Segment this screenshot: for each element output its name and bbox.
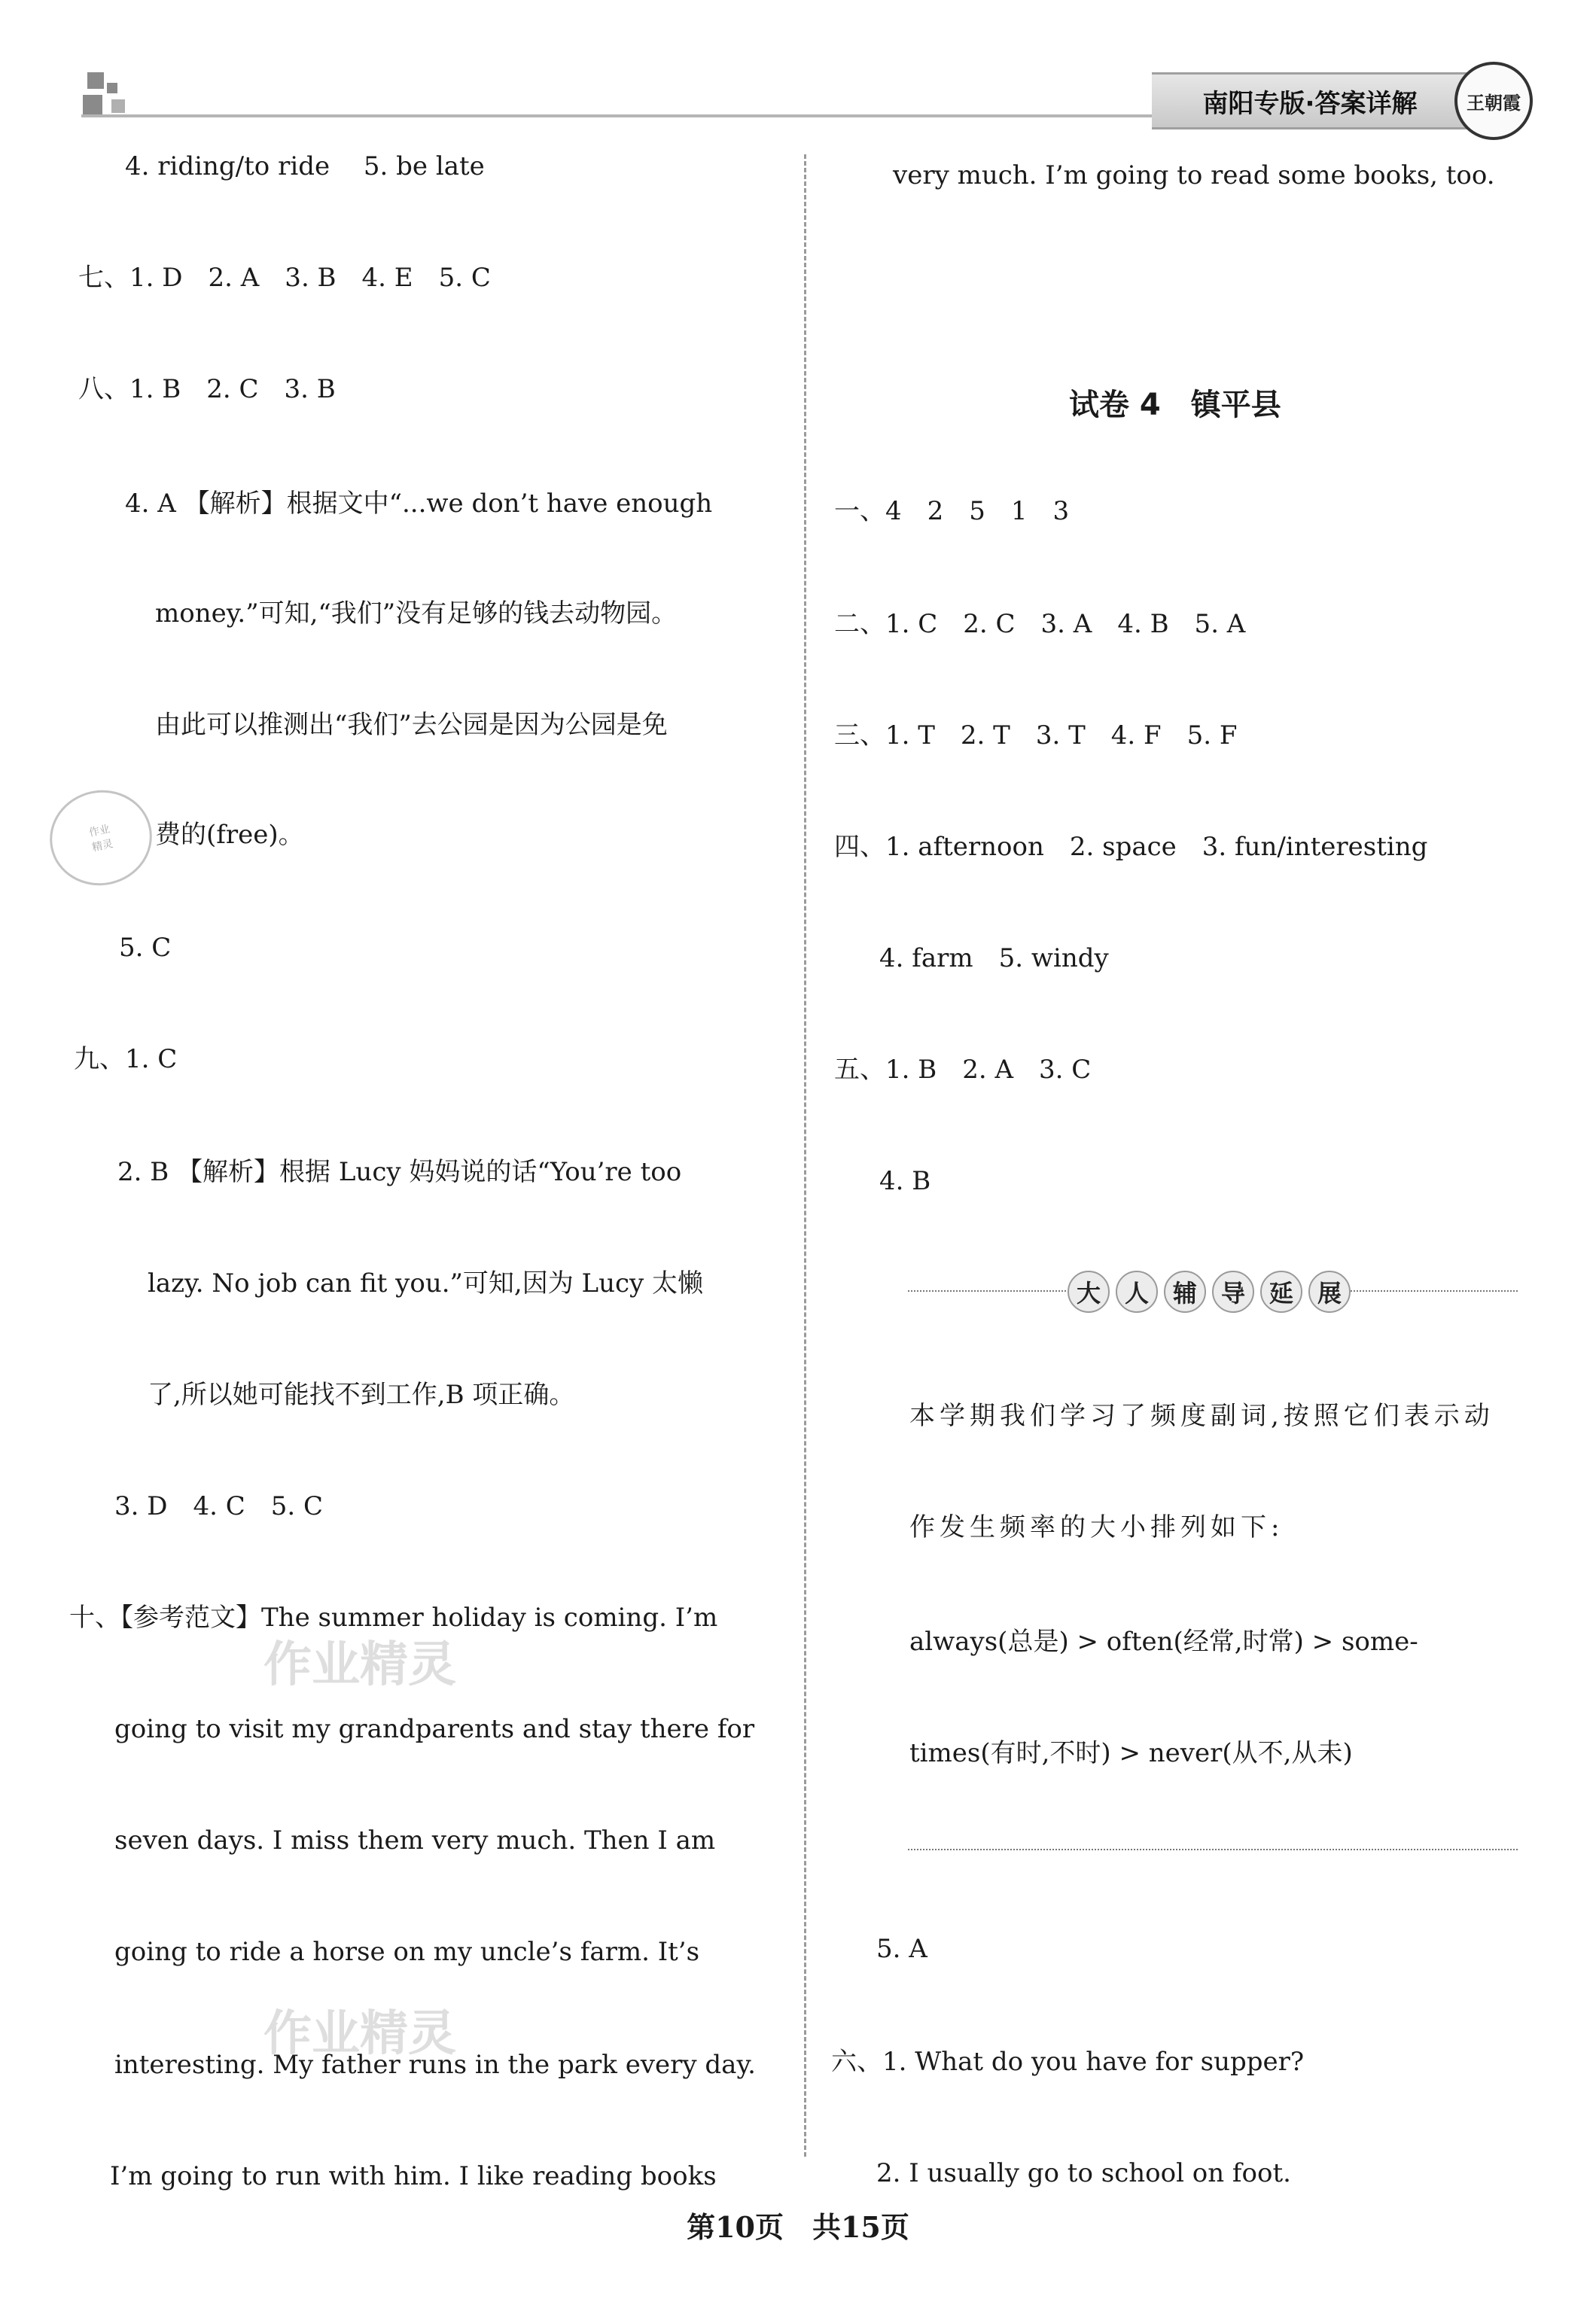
answer-line: 4. B <box>879 1166 931 1196</box>
answer-line: 4. farm 5. windy <box>879 943 1109 973</box>
answer-line: 3. D 4. C 5. C <box>114 1491 324 1521</box>
answer-line: 四、1. afternoon 2. space 3. fun/interesting <box>834 832 1428 862</box>
page-footer: 第10页 共15页 <box>687 2210 909 2244</box>
answer-line: lazy. No job can fit you.”可知,因为 Lucy 太懒 <box>148 1268 704 1299</box>
answer-line: 十、【参考范文】The summer holiday is coming. I’m <box>69 1603 718 1633</box>
publisher-logo <box>1454 62 1533 140</box>
answer-line: 2. B 【解析】根据 Lucy 妈妈说的话“You’re too <box>117 1157 682 1187</box>
answer-line: 八、1. B 2. C 3. B <box>78 374 336 404</box>
header-decoration <box>78 72 139 117</box>
extension-heading-char: 辅 <box>1164 1271 1206 1313</box>
stamp-text: 作业 <box>87 823 111 839</box>
answer-line: 九、1. C <box>74 1044 178 1074</box>
stamp-text: 精灵 <box>90 838 114 854</box>
extension-heading-char: 展 <box>1308 1271 1351 1313</box>
extension-heading-char: 大 <box>1068 1271 1110 1313</box>
extension-line: 作发生频率的大小排列如下: <box>909 1512 1284 1542</box>
watermark: 作业精灵 <box>263 2006 456 2062</box>
answer-line: 五、1. B 2. A 3. C <box>834 1055 1092 1085</box>
answer-line: money.”可知,“我们”没有足够的钱去动物园。 <box>155 598 678 629</box>
watermark: 作业精灵 <box>263 1637 456 1693</box>
header-rule <box>81 114 1165 117</box>
answer-line: 5. C <box>119 933 172 963</box>
answer-line: 七、1. D 2. A 3. B 4. E 5. C <box>78 263 491 293</box>
answer-line: 2. I usually go to school on foot. <box>876 2158 1291 2188</box>
answer-line: going to ride a horse on my uncle’s farm. It’s <box>114 1937 700 1967</box>
answer-line: going to visit my grandparents and stay there for <box>114 1714 755 1744</box>
answer-line: 了,所以她可能找不到工作,B 项正确。 <box>148 1380 575 1410</box>
extension-rule-right <box>1348 1290 1518 1292</box>
extension-rule-left <box>908 1290 1066 1292</box>
header-banner-text: 南阳专版·答案详解 <box>1202 88 1418 119</box>
answer-line: 4. A 【解析】根据文中“...we don’t have enough <box>125 489 713 519</box>
publisher-logo-text: 王朝霞 <box>1467 91 1521 114</box>
extension-line: always(总是) > often(经常,时常) > some- <box>909 1627 1418 1657</box>
answer-line: very much. I’m going to read some books, too. <box>893 160 1495 190</box>
extension-line: 本学期我们学习了频度副词,按照它们表示动 <box>909 1401 1494 1431</box>
answer-line: 六、1. What do you have for supper? <box>831 2047 1305 2077</box>
extension-line: times(有时,不时) > never(从不,从未) <box>909 1738 1353 1768</box>
sheet-title: 试卷 4 镇平县 <box>1069 388 1281 422</box>
extension-heading-char: 人 <box>1116 1271 1158 1313</box>
column-divider <box>804 154 806 2157</box>
answer-line: interesting. My father runs in the park every day. <box>114 2050 756 2080</box>
answer-line: 三、1. T 2. T 3. T 4. F 5. F <box>834 720 1238 751</box>
answer-line: 二、1. C 2. C 3. A 4. B 5. A <box>834 609 1246 639</box>
answer-line: 由此可以推测出“我们”去公园是因为公园是免 <box>155 710 668 740</box>
answer-line: seven days. I miss them very much. Then I am <box>114 1825 716 1856</box>
answer-line: 5. A <box>876 1934 927 1964</box>
extension-heading-char: 导 <box>1212 1271 1254 1313</box>
stamp <box>41 781 160 895</box>
answer-line: 4. riding/to ride 5. be late <box>125 151 485 181</box>
extension-rule-bottom <box>908 1849 1518 1850</box>
answer-line: 费的(free)。 <box>155 820 304 850</box>
extension-heading <box>1068 1271 1351 1313</box>
extension-heading-char: 延 <box>1260 1271 1302 1313</box>
answer-line: I’m going to run with him. I like reading books <box>110 2161 717 2191</box>
header-banner <box>1152 72 1468 129</box>
answer-line: 一、4 2 5 1 3 <box>834 496 1070 526</box>
